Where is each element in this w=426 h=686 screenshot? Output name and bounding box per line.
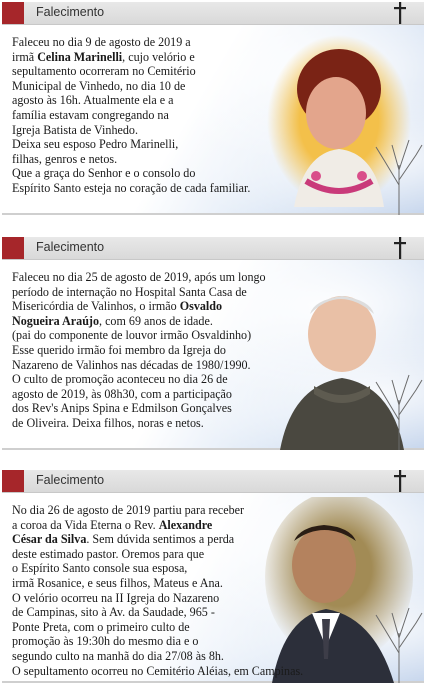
text-segment: a coroa da Vida Eterna o Rev. — [12, 517, 159, 532]
text-segment: agosto às 16h. Atualmente ela e a — [12, 93, 174, 108]
text-segment: Nazareno de Valinhos nas décadas de 1980/1990. — [12, 357, 251, 372]
text-line — [12, 372, 266, 387]
obituary-card-alexandre — [2, 470, 424, 683]
card-header — [2, 470, 424, 493]
text-segment: Faleceu no dia 9 de agosto de 2019 a — [12, 35, 191, 49]
text-line — [12, 561, 303, 576]
text-segment: sepultamento ocorreram no Cemitério — [12, 64, 196, 79]
text-segment: Municipal de Vinhedo, no dia 10 de — [12, 78, 186, 93]
text-segment: , cujo velório e — [122, 49, 195, 64]
text-line — [12, 416, 266, 431]
text-segment: período de internação no Hospital Santa Casa de — [12, 284, 247, 299]
card-body — [2, 260, 424, 450]
text-segment: de Campinas, sito à Av. da Saudade, 965 - — [12, 605, 215, 620]
text-segment: filhas, genros e netos. — [12, 151, 118, 166]
text-segment: Deixa seu esposo Pedro Marinelli, — [12, 137, 179, 152]
text-line — [12, 166, 250, 181]
text-line — [12, 649, 303, 664]
text-segment: (pai do componente de louvor irmão Osvaldinho) — [12, 328, 252, 343]
text-segment: O culto de promoção aconteceu no dia 26 de — [12, 372, 228, 387]
text-segment: o Espírito Santo console sua esposa, — [12, 561, 188, 576]
cross-icon — [392, 469, 408, 493]
cross-icon — [392, 236, 408, 260]
text-line — [12, 576, 303, 591]
text-segment: . Sem dúvida sentimos a perda — [86, 532, 235, 547]
card-body — [2, 493, 424, 683]
text-segment: dos Rev's Anips Spina e Edmilson Gonçalves — [12, 401, 232, 416]
card-text — [12, 35, 250, 196]
obituary-card-osvaldo — [2, 237, 424, 450]
text-line — [12, 285, 266, 300]
text-line — [12, 181, 250, 196]
card-header — [2, 237, 424, 260]
text-segment: Esse querido irmão foi membro da Igreja do — [12, 342, 226, 357]
tree-decoration — [354, 593, 424, 683]
text-segment: Misericórdia de Valinhos, o irmão — [12, 299, 180, 314]
text-line — [12, 358, 266, 373]
card-title: Falecimento — [36, 473, 105, 487]
text-line — [12, 401, 266, 416]
obituary-card-celina — [2, 2, 424, 215]
tree-decoration — [354, 125, 424, 215]
text-segment: de Oliveira. Deixa filhos, noras e netos. — [12, 415, 204, 430]
red-marker — [2, 237, 24, 259]
text-line — [12, 518, 303, 533]
text-segment: Ponte Preta, com o primeiro culto de — [12, 619, 190, 634]
text-segment: irmã Rosanice, e seus filhos, Mateus e Ana. — [12, 575, 223, 590]
text-line — [12, 503, 303, 518]
text-line — [12, 50, 250, 65]
card-text — [12, 270, 266, 431]
text-line — [12, 79, 250, 94]
text-line — [12, 664, 303, 679]
person-name: César da Silva — [12, 532, 87, 547]
text-line — [12, 123, 250, 138]
text-segment: O velório ocorreu na II Igreja do Nazareno — [12, 590, 220, 605]
text-segment: No dia 26 de agosto de 2019 partiu para receber — [12, 503, 245, 517]
person-name: Celina Marinelli — [37, 49, 123, 64]
text-line — [12, 328, 266, 343]
text-segment: Igreja Batista de Vinhedo. — [12, 122, 138, 137]
text-segment: segundo culto na manhã do dia 27/08 às 8h. — [12, 648, 224, 663]
text-segment: promoção às 19:30h do mesmo dia e o — [12, 634, 199, 649]
text-line — [12, 620, 303, 635]
text-line — [12, 605, 303, 620]
text-segment: Faleceu no dia 25 de agosto de 2019, após um longo — [12, 270, 266, 284]
card-text — [12, 503, 303, 678]
text-segment: agosto de 2019, às 08h30, com a participação — [12, 386, 232, 401]
text-line — [12, 137, 250, 152]
text-line — [12, 634, 303, 649]
text-line — [12, 35, 250, 50]
person-name: Alexandre — [158, 517, 213, 532]
text-line — [12, 152, 250, 167]
text-segment: Espírito Santo esteja no coração de cada familiar. — [12, 180, 251, 195]
card-header — [2, 2, 424, 25]
red-marker — [2, 470, 24, 492]
person-name: Nogueira Araújo — [12, 313, 100, 328]
text-segment: deste estimado pastor. Oremos para que — [12, 546, 205, 561]
text-segment: irmã — [12, 49, 38, 64]
card-title: Falecimento — [36, 240, 105, 254]
text-line — [12, 64, 250, 79]
text-line — [12, 532, 303, 547]
text-line — [12, 270, 266, 285]
card-title: Falecimento — [36, 5, 105, 19]
text-line — [12, 108, 250, 123]
text-line — [12, 547, 303, 562]
card-body — [2, 25, 424, 215]
text-line — [12, 591, 303, 606]
text-segment: Que a graça do Senhor e o consolo do — [12, 166, 196, 181]
cross-icon — [392, 1, 408, 25]
red-marker — [2, 2, 24, 24]
text-line — [12, 387, 266, 402]
text-line — [12, 314, 266, 329]
tree-decoration — [354, 360, 424, 450]
text-line — [12, 299, 266, 314]
text-segment: família estavam congregando na — [12, 107, 169, 122]
text-line — [12, 343, 266, 358]
person-name: Osvaldo — [179, 299, 223, 314]
text-segment: O sepultamento ocorreu no Cemitério Aléias, em Campinas. — [12, 663, 304, 678]
text-line — [12, 93, 250, 108]
text-segment: , com 69 anos de idade. — [99, 313, 213, 328]
